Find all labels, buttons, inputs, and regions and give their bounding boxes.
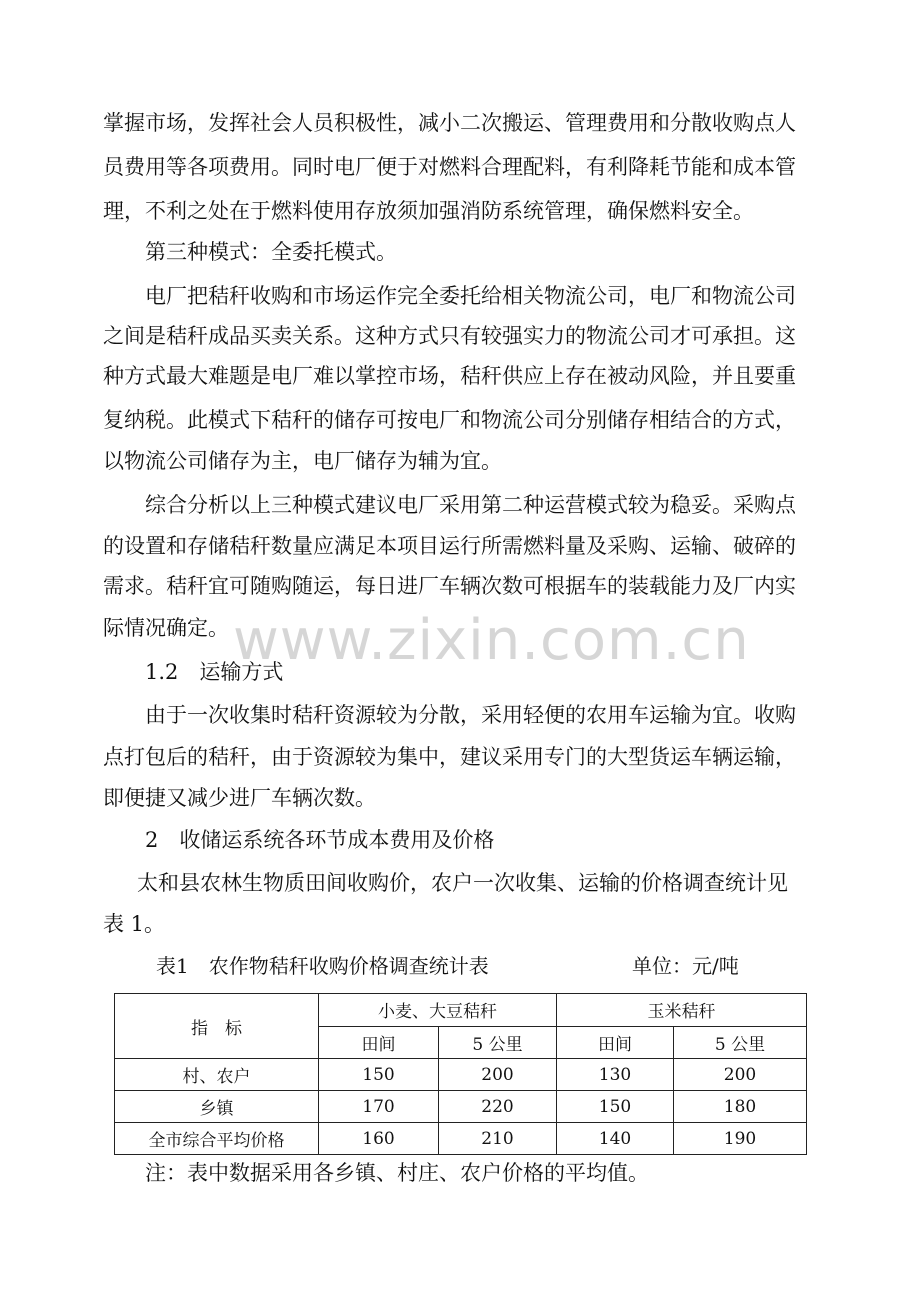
paragraph-line: 表 1。 bbox=[103, 912, 166, 936]
table-row bbox=[115, 1059, 807, 1091]
table-cell: 210 bbox=[439, 1123, 557, 1155]
paragraph-line: 复纳税。此模式下秸秆的储存可按电厂和物流公司分别储存相结合的方式， bbox=[103, 408, 796, 432]
table-note: 注：表中数据采用各乡镇、村庄、农户价格的平均值。 bbox=[145, 1161, 649, 1185]
table-cell: 150 bbox=[557, 1091, 674, 1123]
section-heading-1-2: 1.2 运输方式 bbox=[145, 660, 284, 684]
paragraph-line: 太和县农林生物质田间收购价，农户一次收集、运输的价格调查统计见 bbox=[137, 871, 788, 895]
table-row bbox=[115, 1123, 807, 1155]
subheader-5km: 5 公里 bbox=[439, 1026, 557, 1059]
table-cell: 200 bbox=[439, 1059, 557, 1091]
paragraph-line: 电厂把秸秆收购和市场运作完全委托给相关物流公司，电厂和物流公司 bbox=[145, 284, 796, 308]
table-cell: 180 bbox=[674, 1091, 807, 1123]
table-cell: 160 bbox=[319, 1123, 439, 1155]
price-table bbox=[114, 993, 807, 1155]
table-cell: 130 bbox=[557, 1059, 674, 1091]
paragraph-line: 掌握市场，发挥社会人员积极性，减小二次搬运、管理费用和分散收购点人 bbox=[103, 111, 796, 135]
paragraph-line: 员费用等各项费用。同时电厂便于对燃料合理配料，有利降耗节能和成本管 bbox=[103, 155, 796, 179]
paragraph-line: 的设置和存储秸秆数量应满足本项目运行所需燃料量及采购、运输、破碎的 bbox=[103, 534, 796, 558]
paragraph-line: 之间是秸秆成品买卖关系。这种方式只有较强实力的物流公司才可承担。这 bbox=[103, 324, 796, 348]
header-wheat-soy: 小麦、大豆秸秆 bbox=[319, 994, 557, 1027]
paragraph-line: 际情况确定。 bbox=[103, 616, 229, 640]
table-cell: 190 bbox=[674, 1123, 807, 1155]
row-label: 乡镇 bbox=[115, 1091, 319, 1123]
table-cell: 170 bbox=[319, 1091, 439, 1123]
header-indicator: 指 标 bbox=[115, 994, 319, 1059]
subheader-field: 田间 bbox=[319, 1026, 439, 1059]
table-unit: 单位：元/吨 bbox=[632, 954, 739, 978]
paragraph-line: 即便捷又减少进厂车辆次数。 bbox=[103, 786, 376, 810]
table-cell: 200 bbox=[674, 1059, 807, 1091]
subheader-field: 田间 bbox=[557, 1026, 674, 1059]
watermark: www.zixin.com.cn bbox=[233, 608, 750, 673]
paragraph-line: 以物流公司储存为主，电厂储存为辅为宜。 bbox=[103, 449, 502, 473]
table-caption: 表1 农作物秸秆收购价格调查统计表 bbox=[156, 954, 489, 978]
row-label: 村、农户 bbox=[115, 1059, 319, 1091]
header-corn: 玉米秸秆 bbox=[557, 994, 807, 1027]
table-row bbox=[115, 1091, 807, 1123]
paragraph-line: 理，不利之处在于燃料使用存放须加强消防系统管理，确保燃料安全。 bbox=[103, 199, 754, 223]
table-cell: 220 bbox=[439, 1091, 557, 1123]
paragraph-line: 种方式最大难题是电厂难以掌控市场，秸秆供应上存在被动风险，并且要重 bbox=[103, 364, 796, 388]
paragraph-line: 需求。秸秆宜可随购随运，每日进厂车辆次数可根据车的装载能力及厂内实 bbox=[103, 574, 796, 598]
paragraph-line: 综合分析以上三种模式建议电厂采用第二种运营模式较为稳妥。采购点 bbox=[145, 493, 796, 517]
row-label: 全市综合平均价格 bbox=[115, 1123, 319, 1155]
paragraph-line: 由于一次收集时秸秆资源较为分散，采用轻便的农用车运输为宜。收购 bbox=[145, 703, 796, 727]
paragraph-line: 点打包后的秸秆，由于资源较为集中，建议采用专门的大型货运车辆运输， bbox=[103, 745, 796, 769]
subheader-5km: 5 公里 bbox=[674, 1026, 807, 1059]
table-cell: 140 bbox=[557, 1123, 674, 1155]
table-header-row bbox=[115, 994, 807, 1027]
mode-heading: 第三种模式：全委托模式。 bbox=[145, 240, 397, 264]
table-cell: 150 bbox=[319, 1059, 439, 1091]
section-heading-2: 2 收储运系统各环节成本费用及价格 bbox=[145, 828, 495, 852]
